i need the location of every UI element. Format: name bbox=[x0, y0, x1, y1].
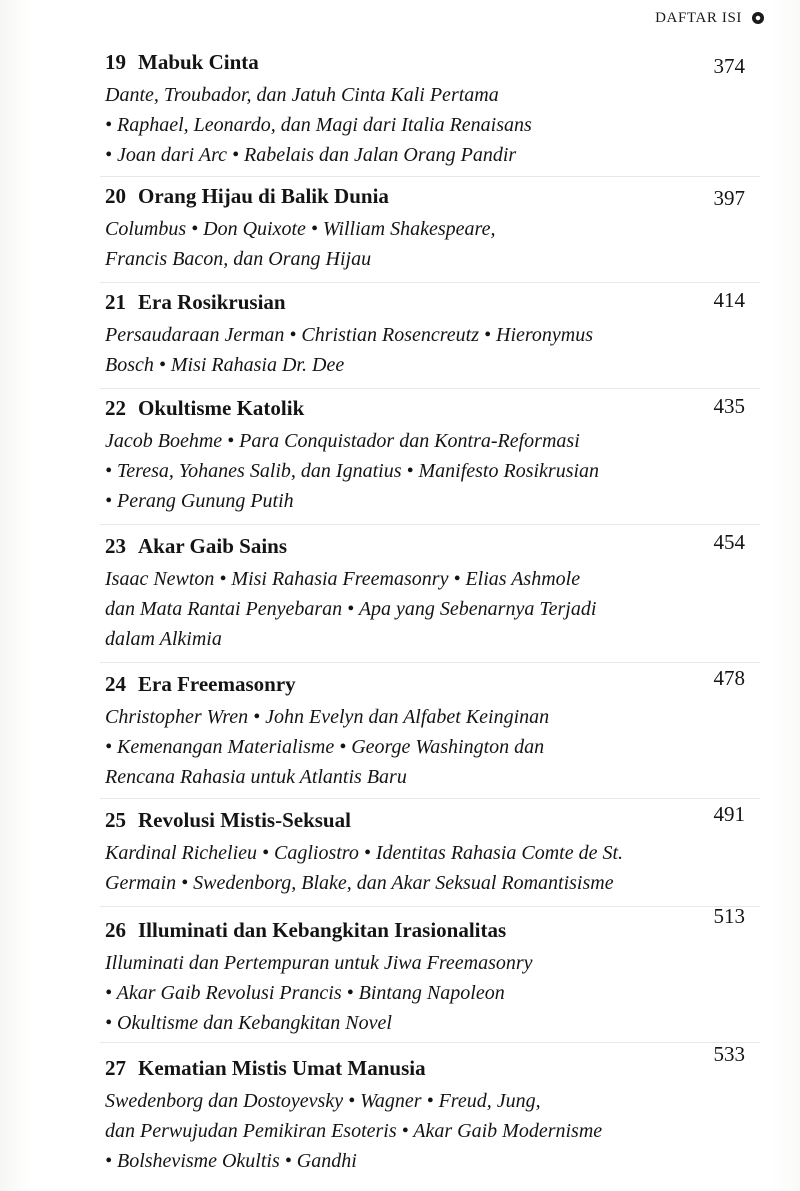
toc-entry[interactable] bbox=[105, 802, 755, 898]
entry-divider bbox=[100, 388, 760, 389]
chapter-heading bbox=[105, 396, 304, 421]
subtopic-line: dan Mata Rantai Penyebaran • Apa yang Sebenarnya Terjadi bbox=[105, 598, 597, 620]
chapter-title: Akar Gaib Sains bbox=[138, 534, 287, 558]
toc-entry[interactable] bbox=[105, 530, 755, 654]
running-head: DAFTAR ISI bbox=[655, 10, 742, 26]
page-number: 414 bbox=[713, 288, 745, 312]
entry-divider bbox=[100, 1042, 760, 1043]
subtopics bbox=[105, 838, 755, 898]
subtopic-line: • Joan dari Arc • Rabelais dan Jalan Orang Pandir bbox=[105, 144, 517, 166]
subtopic-line: • Raphael, Leonardo, dan Magi dari Italia Renaisans bbox=[105, 114, 532, 136]
flower-ornament-icon bbox=[752, 12, 764, 24]
subtopics bbox=[105, 80, 755, 170]
chapter-title: Orang Hijau di Balik Dunia bbox=[138, 184, 389, 208]
chapter-heading bbox=[105, 1056, 426, 1081]
toc-entry[interactable] bbox=[105, 666, 755, 792]
subtopic-line: • Akar Gaib Revolusi Prancis • Bintang Napoleon bbox=[105, 982, 505, 1004]
page-number: 491 bbox=[713, 802, 745, 826]
subtopic-line: Christopher Wren • John Evelyn dan Alfabet Keinginan bbox=[105, 706, 550, 728]
subtopic-line: Isaac Newton • Misi Rahasia Freemasonry • Elias Ashmole bbox=[105, 568, 581, 590]
chapter-title: Illuminati dan Kebangkitan Irasionalitas bbox=[138, 918, 507, 942]
page-number: 435 bbox=[713, 394, 745, 418]
subtopic-line: Illuminati dan Pertempuran untuk Jiwa Freemasonry bbox=[105, 952, 533, 974]
chapter-number: 20 bbox=[105, 184, 126, 208]
chapter-heading bbox=[105, 672, 296, 697]
chapter-heading bbox=[105, 918, 506, 943]
subtopic-line: • Teresa, Yohanes Salib, dan Ignatius • Manifesto Rosikrusian bbox=[105, 460, 600, 482]
subtopic-line: • Okultisme dan Kebangkitan Novel bbox=[105, 1012, 392, 1034]
subtopic-line: Rencana Rahasia untuk Atlantis Baru bbox=[105, 766, 407, 788]
subtopic-line: • Perang Gunung Putih bbox=[105, 490, 294, 512]
page-number: 533 bbox=[713, 1042, 745, 1066]
subtopic-line: • Bolshevisme Okultis • Gandhi bbox=[105, 1150, 357, 1172]
chapter-title: Okultisme Katolik bbox=[138, 396, 305, 420]
chapter-heading bbox=[105, 50, 259, 75]
chapter-heading bbox=[105, 534, 287, 559]
subtopic-line: Swedenborg dan Dostoyevsky • Wagner • Freud, Jung, bbox=[105, 1090, 541, 1112]
page-number: 397 bbox=[713, 186, 745, 210]
subtopics bbox=[105, 320, 755, 380]
subtopic-line: dalam Alkimia bbox=[105, 628, 222, 650]
chapter-number: 26 bbox=[105, 918, 126, 942]
page-number: 513 bbox=[713, 904, 745, 928]
subtopic-line: Persaudaraan Jerman • Christian Rosencreutz • Hieronymus bbox=[105, 324, 594, 346]
chapter-number: 21 bbox=[105, 290, 126, 314]
page-number: 478 bbox=[713, 666, 745, 690]
chapter-number: 27 bbox=[105, 1056, 126, 1080]
subtopic-line: • Kemenangan Materialisme • George Washington dan bbox=[105, 736, 545, 758]
subtopic-line: Jacob Boehme • Para Conquistador dan Kontra-Reformasi bbox=[105, 430, 580, 452]
chapter-title: Mabuk Cinta bbox=[138, 50, 259, 74]
chapter-heading bbox=[105, 808, 351, 833]
page-number: 454 bbox=[713, 530, 745, 554]
subtopics bbox=[105, 214, 755, 274]
subtopic-line: Kardinal Richelieu • Cagliostro • Identitas Rahasia Comte de St. bbox=[105, 842, 624, 864]
subtopics bbox=[105, 702, 755, 792]
subtopics bbox=[105, 426, 755, 516]
chapter-number: 25 bbox=[105, 808, 126, 832]
chapter-number: 24 bbox=[105, 672, 126, 696]
chapter-heading bbox=[105, 290, 286, 315]
toc-entry[interactable] bbox=[105, 50, 755, 170]
chapter-number: 19 bbox=[105, 50, 126, 74]
chapter-title: Revolusi Mistis-Seksual bbox=[138, 808, 351, 832]
toc-entry[interactable] bbox=[105, 904, 755, 1038]
toc-entry[interactable] bbox=[105, 1042, 755, 1176]
entry-divider bbox=[100, 798, 760, 799]
page-number: 374 bbox=[713, 54, 745, 78]
subtopics bbox=[105, 564, 755, 654]
chapter-number: 22 bbox=[105, 396, 126, 420]
subtopic-line: Dante, Troubador, dan Jatuh Cinta Kali Pertama bbox=[105, 84, 499, 106]
subtopics bbox=[105, 948, 755, 1038]
entry-divider bbox=[100, 906, 760, 907]
chapter-title: Era Rosikrusian bbox=[138, 290, 286, 314]
subtopic-line: Bosch • Misi Rahasia Dr. Dee bbox=[105, 354, 345, 376]
subtopic-line: Germain • Swedenborg, Blake, dan Akar Seksual Romantisisme bbox=[105, 872, 614, 894]
toc-entry[interactable] bbox=[105, 184, 755, 274]
entry-divider bbox=[100, 524, 760, 525]
subtopic-line: Columbus • Don Quixote • William Shakespeare, bbox=[105, 218, 496, 240]
toc-entry[interactable] bbox=[105, 396, 755, 516]
subtopic-line: Francis Bacon, dan Orang Hijau bbox=[105, 248, 372, 270]
entry-divider bbox=[100, 282, 760, 283]
entry-divider bbox=[100, 662, 760, 663]
entry-divider bbox=[100, 176, 760, 177]
chapter-title: Kematian Mistis Umat Manusia bbox=[138, 1056, 426, 1080]
subtopics bbox=[105, 1086, 755, 1176]
chapter-title: Era Freemasonry bbox=[138, 672, 296, 696]
subtopic-line: dan Perwujudan Pemikiran Esoteris • Akar Gaib Modernisme bbox=[105, 1120, 603, 1142]
chapter-number: 23 bbox=[105, 534, 126, 558]
toc-entry[interactable] bbox=[105, 290, 755, 380]
chapter-heading bbox=[105, 184, 389, 209]
